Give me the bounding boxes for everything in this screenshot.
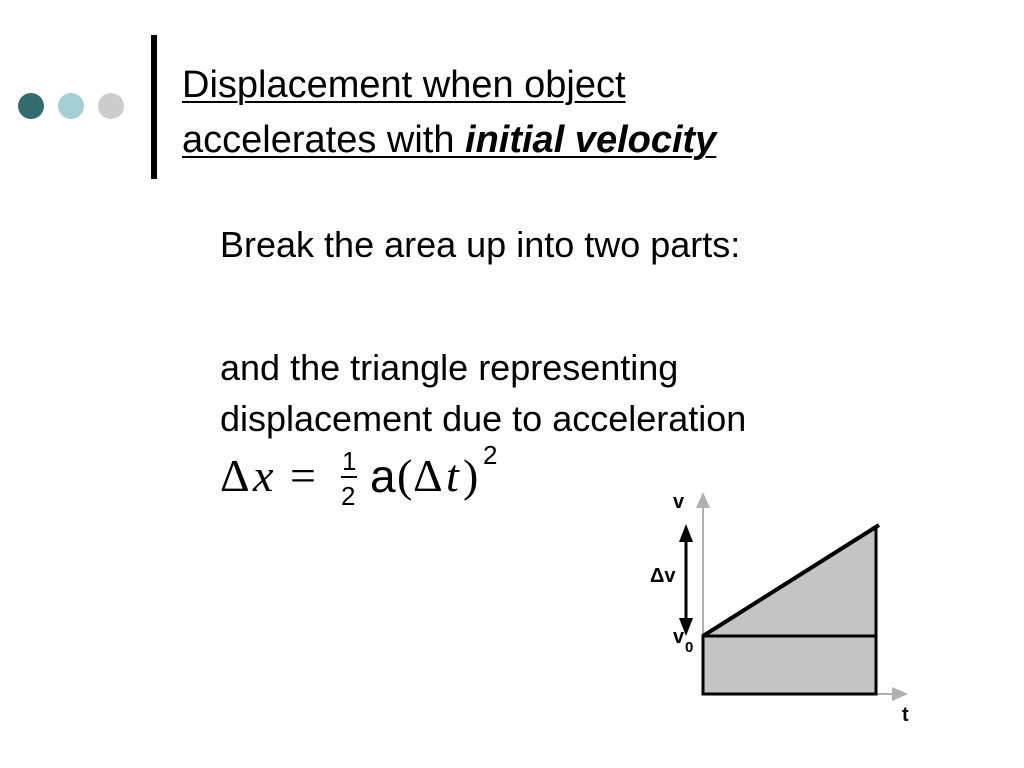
dot-light-teal	[58, 93, 84, 119]
body-line-1: Break the area up into two parts:	[220, 224, 741, 265]
body-line-3: displacement due to acceleration	[220, 398, 747, 439]
v0-subscript: 0	[685, 639, 694, 656]
formula-open-paren: (	[397, 450, 413, 501]
formula-delta: Δ	[220, 450, 250, 501]
formula-x: x	[253, 450, 274, 501]
formula-delta-t: Δ	[413, 450, 443, 501]
dot-dark-teal	[18, 93, 44, 119]
formula-a: a	[370, 450, 396, 502]
formula-exponent: 2	[483, 440, 498, 470]
formula-denominator: 2	[341, 481, 356, 511]
velocity-time-graph	[620, 480, 920, 730]
title-line-2	[182, 113, 716, 168]
body-line-2: and the triangle representing	[220, 347, 679, 388]
formula-equals: =	[290, 450, 316, 501]
formula-close-paren: )	[463, 450, 479, 501]
formula-t: t	[446, 450, 459, 501]
rectangle-area	[703, 636, 876, 694]
y-axis-arrow	[696, 492, 710, 508]
y-axis-label: v	[673, 491, 685, 513]
title-divider	[151, 35, 157, 179]
formula-fraction-bar	[341, 476, 357, 478]
dot-gray	[98, 93, 124, 119]
x-axis-label: t	[902, 704, 909, 726]
v0-label: v	[673, 626, 685, 648]
x-axis-arrow	[892, 687, 908, 701]
title-emphasis: initial velocity	[465, 119, 717, 161]
title-line-1: Displacement when object	[182, 64, 626, 106]
title-line-2-plain: accelerates with	[182, 119, 466, 161]
decorative-dots	[18, 93, 124, 119]
slide-title	[182, 58, 716, 168]
formula-numerator: 1	[342, 446, 357, 476]
delta-v-label: Δv	[650, 565, 676, 587]
delta-v-arrow-up	[679, 524, 693, 542]
